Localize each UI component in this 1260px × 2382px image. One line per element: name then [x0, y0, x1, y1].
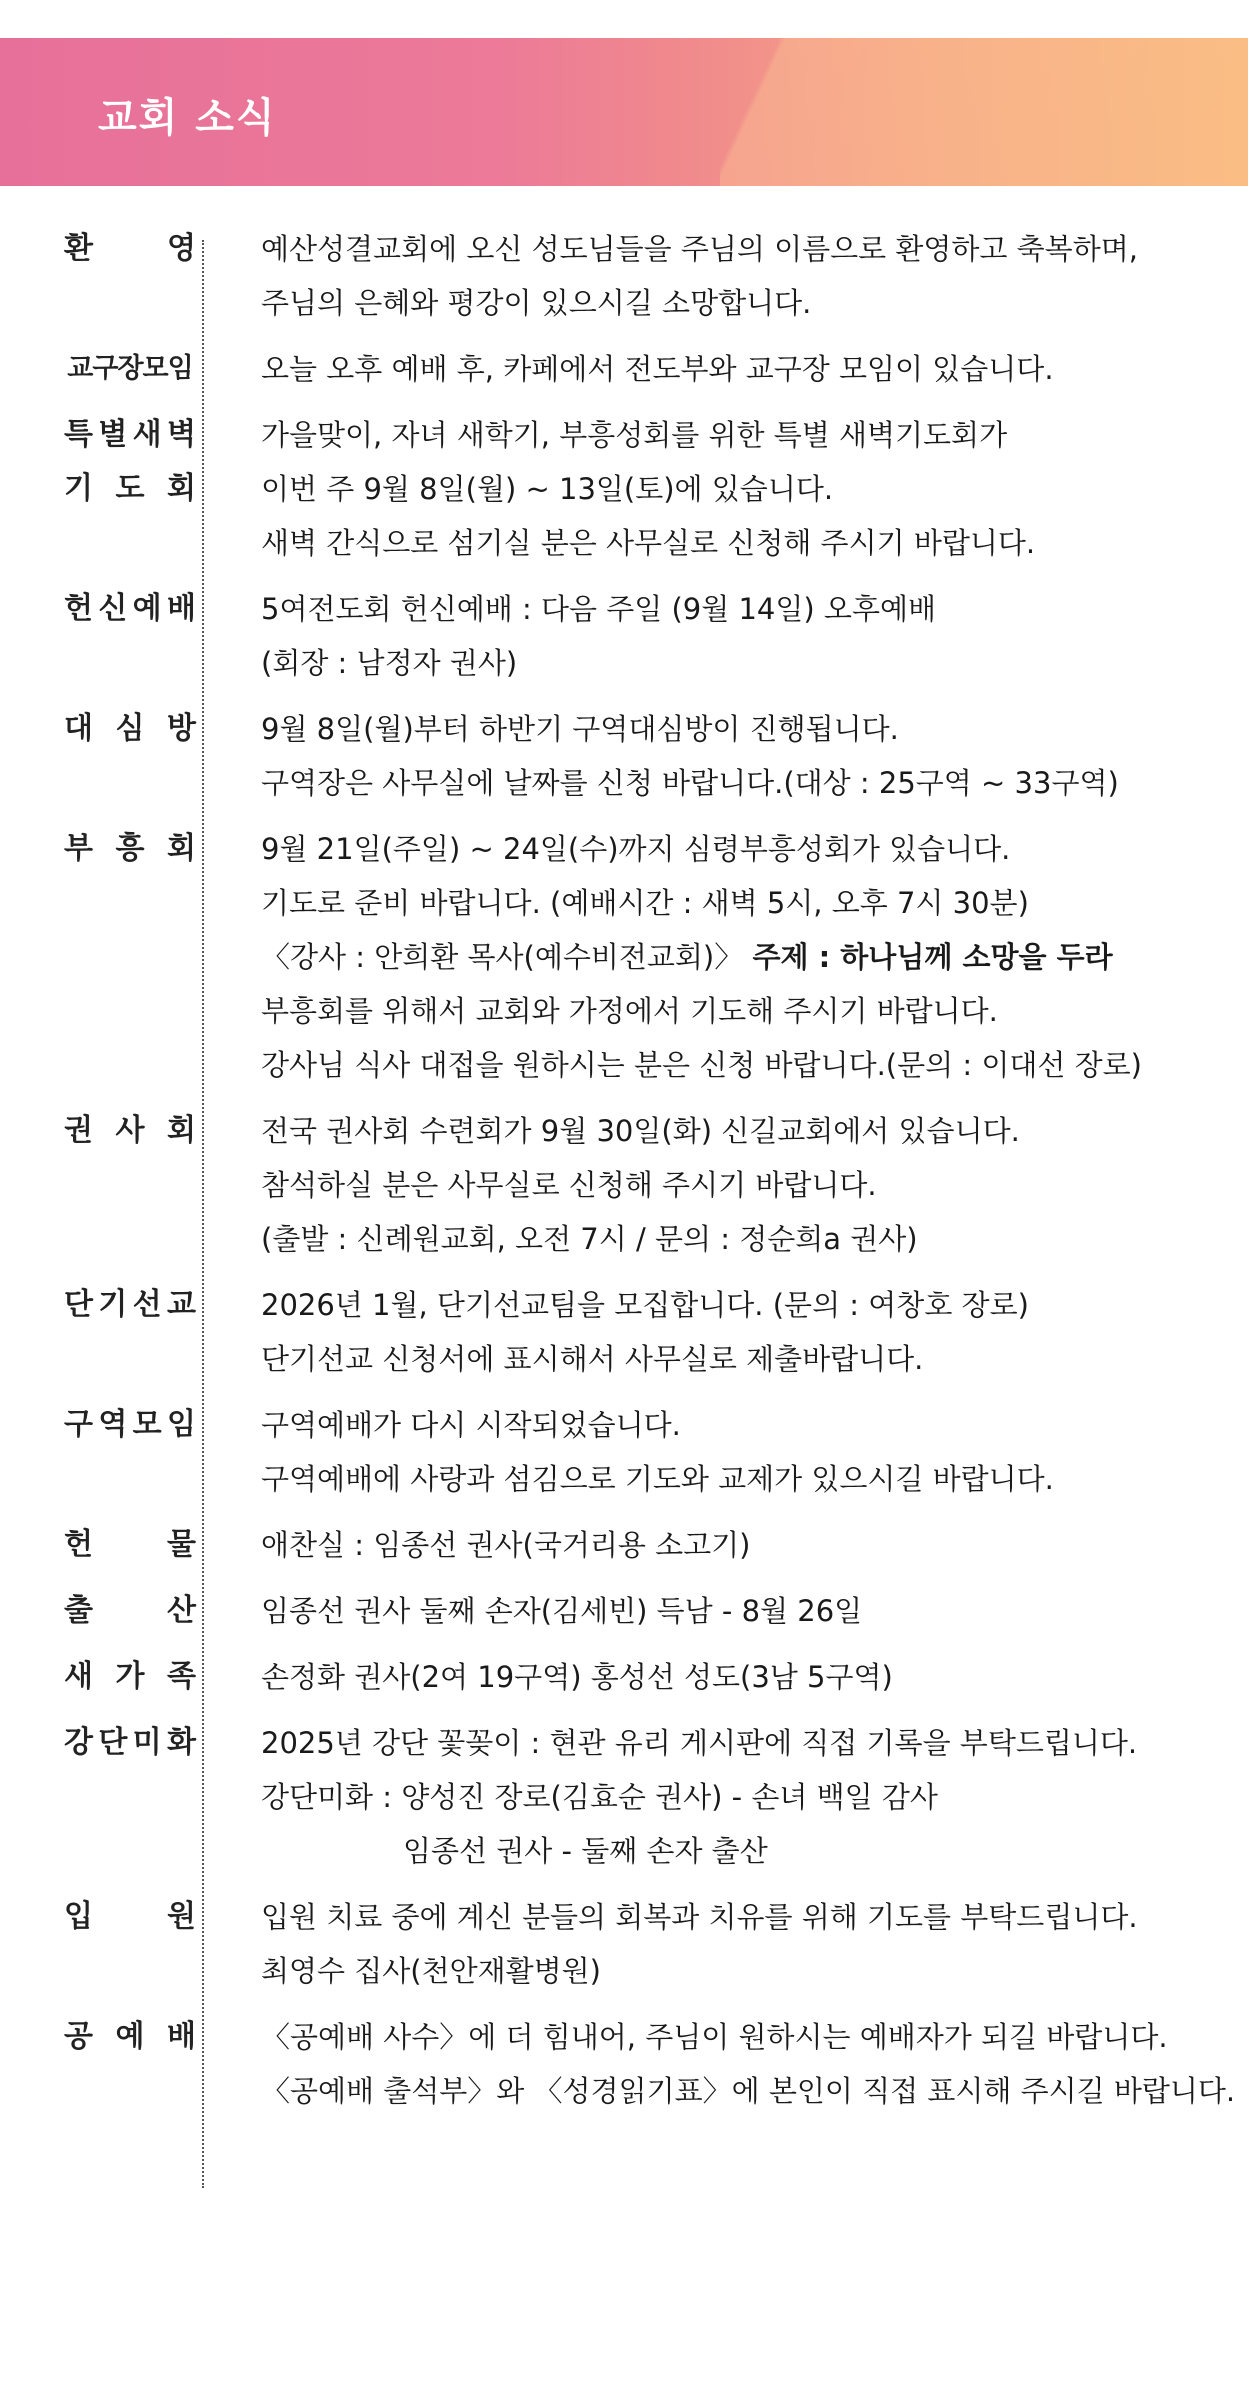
- item-label: 출 산: [64, 1593, 196, 1628]
- item-label: 특 별 새 벽 기 도 회: [64, 417, 196, 506]
- item-line: 2025년 강단 꽃꽂이 : 현관 유리 게시판에 직접 기록을 부탁드립니다.: [261, 1726, 1138, 1760]
- item-line: 최영수 집사(천안재활병원): [261, 1954, 602, 1988]
- item-label: 새 가 족: [64, 1659, 196, 1694]
- item-label: 강 단 미 화: [64, 1725, 196, 1760]
- announcement-item: [0, 1518, 1260, 1572]
- item-line: 단기선교 신청서에 표시해서 사무실로 제출바랍니다.: [261, 1342, 924, 1376]
- announcement-item: [0, 1398, 1260, 1506]
- item-line: 구역예배에 사랑과 섬김으로 기도와 교제가 있으시길 바랍니다.: [261, 1462, 1054, 1496]
- item-line: 부흥회를 위해서 교회와 가정에서 기도해 주시기 바랍니다.: [261, 994, 998, 1028]
- item-line: 9월 21일(주일) ~ 24일(수)까지 심령부흥성회가 있습니다.: [261, 832, 1011, 866]
- item-line: 예산성결교회에 오신 성도님들을 주님의 이름으로 환영하고 축복하며,: [261, 232, 1138, 266]
- speaker-info: 〈강사 : 안희환 목사(예수비전교회)〉: [261, 940, 744, 974]
- item-line: 입원 치료 중에 계신 분들의 회복과 치유를 위해 기도를 부탁드립니다.: [261, 1900, 1138, 1934]
- item-line: 전국 권사회 수련회가 9월 30일(화) 신길교회에서 있습니다.: [261, 1114, 1020, 1148]
- announcement-item: [0, 702, 1260, 810]
- item-line: 기도로 준비 바랍니다. (예배시간 : 새벽 5시, 오후 7시 30분): [261, 886, 1029, 920]
- item-line: 임종선 권사 둘째 손자(김세빈) 득남 - 8월 26일: [261, 1594, 863, 1628]
- item-line: 참석하실 분은 사무실로 신청해 주시기 바랍니다.: [261, 1168, 877, 1202]
- item-line: 강단미화 : 양성진 장로(김효순 권사) - 손녀 백일 감사: [261, 1780, 938, 1814]
- item-label: 구 역 모 임: [64, 1407, 196, 1442]
- item-label: 부 흥 회: [64, 831, 196, 866]
- item-line: 〈공예배 출석부〉와 〈성경읽기표〉에 본인이 직접 표시해 주시길 바랍니다.: [261, 2074, 1236, 2108]
- item-line: 임종선 권사 - 둘째 손자 출산: [403, 1834, 768, 1868]
- item-label: 헌 물: [64, 1527, 196, 1562]
- announcement-item: [0, 1716, 1260, 1878]
- item-label: 헌 신 예 배: [64, 591, 196, 626]
- announcement-item: [0, 1584, 1260, 1638]
- item-label: 대 심 방: [64, 711, 196, 746]
- item-label: 권 사 회: [64, 1113, 196, 1148]
- header-banner: [0, 38, 1248, 186]
- item-line: 구역예배가 다시 시작되었습니다.: [261, 1408, 681, 1442]
- item-line: (출발 : 신례원교회, 오전 7시 / 문의 : 정순희a 권사): [261, 1222, 918, 1256]
- page-title: 교회 소식: [98, 95, 277, 141]
- item-line: 주님의 은혜와 평강이 있으시길 소망합니다.: [261, 286, 812, 320]
- announcement-item: [0, 1890, 1260, 1998]
- item-label: 환 영: [64, 231, 196, 266]
- announcement-item: [0, 342, 1260, 396]
- announcement-item: [0, 1278, 1260, 1386]
- announcement-list: [0, 222, 1260, 2130]
- item-line: 손정화 권사(2여 19구역) 홍성선 성도(3남 5구역): [261, 1660, 893, 1694]
- item-label: 공 예 배: [64, 2019, 196, 2054]
- announcement-item: [0, 582, 1260, 690]
- item-line: [261, 930, 1260, 984]
- dotted-divider: [202, 240, 204, 2188]
- item-label: 입 원: [64, 1899, 196, 1934]
- announcement-item: [0, 408, 1260, 570]
- item-line: (회장 : 남정자 권사): [261, 646, 518, 680]
- item-line: 2026년 1월, 단기선교팀을 모집합니다. (문의 : 여창호 장로): [261, 1288, 1029, 1322]
- item-line: 오늘 오후 예배 후, 카페에서 전도부와 교구장 모임이 있습니다.: [261, 352, 1054, 386]
- item-line: 강사님 식사 대접을 원하시는 분은 신청 바랍니다.(문의 : 이대선 장로): [261, 1048, 1142, 1082]
- item-line: 구역장은 사무실에 날짜를 신청 바랍니다.(대상 : 25구역 ~ 33구역): [261, 766, 1119, 800]
- item-label: 단 기 선 교: [64, 1287, 196, 1322]
- item-line: 〈공예배 사수〉에 더 힘내어, 주님이 원하시는 예배자가 되길 바랍니다.: [261, 2020, 1168, 2054]
- announcement-item: [0, 1650, 1260, 1704]
- announcement-item: [0, 222, 1260, 330]
- item-line: 5여전도회 헌신예배 : 다음 주일 (9월 14일) 오후예배: [261, 592, 936, 626]
- revival-theme: 주제 : 하나님께 소망을 두라: [752, 940, 1113, 974]
- item-line: 이번 주 9월 8일(월) ~ 13일(토)에 있습니다.: [261, 472, 834, 506]
- item-line: 가을맞이, 자녀 새학기, 부흥성회를 위한 특별 새벽기도회가: [261, 418, 1008, 452]
- item-line: 9월 8일(월)부터 하반기 구역대심방이 진행됩니다.: [261, 712, 899, 746]
- announcement-item: [0, 1104, 1260, 1266]
- item-line: 애찬실 : 임종선 권사(국거리용 소고기): [261, 1528, 751, 1562]
- announcement-item: [0, 822, 1260, 1092]
- item-label: 교구장모임: [67, 353, 193, 384]
- announcement-item: [0, 2010, 1260, 2118]
- item-line: 새벽 간식으로 섬기실 분은 사무실로 신청해 주시기 바랍니다.: [261, 526, 1036, 560]
